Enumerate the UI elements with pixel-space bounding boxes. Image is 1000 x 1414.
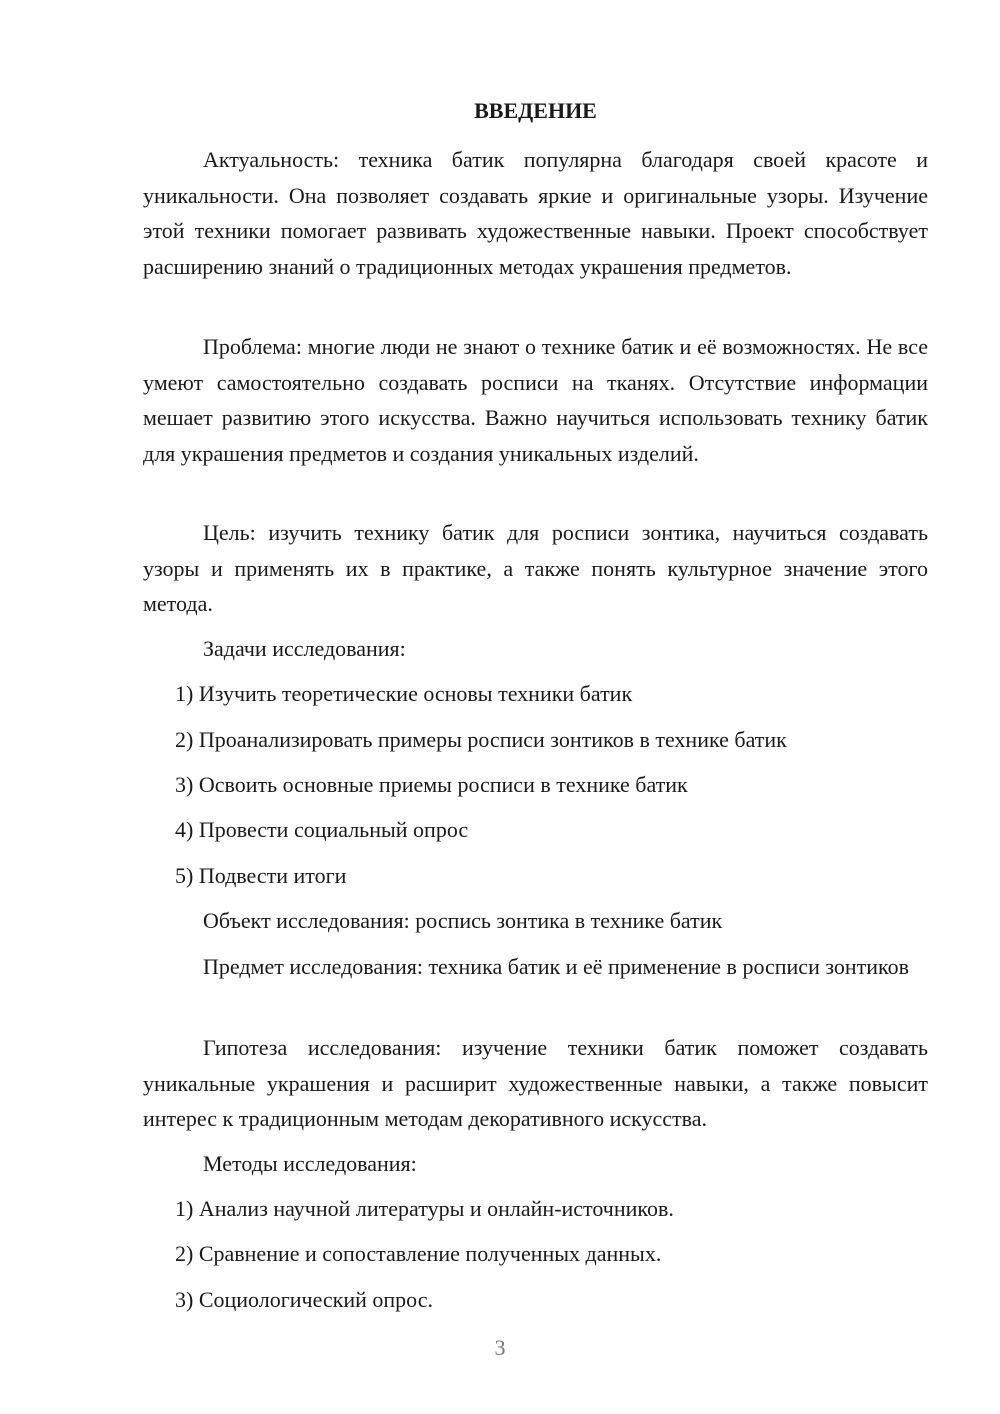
tasks-label: Задачи исследования: (203, 636, 406, 661)
subject-paragraph: Предмет исследования: техника батик и её применение в росписи зонтиков (203, 954, 910, 979)
task-item: 1) Изучить теоретические основы техники батик (175, 681, 633, 706)
task-item: 5) Подвести итоги (175, 863, 347, 888)
methods-label: Методы исследования: (203, 1151, 417, 1176)
hypothesis-paragraph: Гипотеза исследования: изучение техники батик поможет создавать уникальные украшения и расширит художественные навыки, а также повысит интерес к традиционным методам декоративного искусства. (143, 1035, 928, 1131)
method-item: 2) Сравнение и сопоставление полученных данных. (175, 1241, 662, 1266)
task-item: 4) Провести социальный опрос (175, 817, 469, 842)
task-item: 3) Освоить основные приемы росписи в технике батик (175, 772, 688, 797)
relevance-paragraph: Актуальность: техника батик популярна благодаря своей красоте и уникальности. Она позволяет создавать яркие и оригинальные узоры. Изучение этой техники помогает развивать художественные навыки. Проект способствует расширению знаний о традиционных методах украшения предметов. (143, 147, 928, 279)
problem-paragraph: Проблема: многие люди не знают о технике батик и её возможностях. Не все умеют самостоятельно создавать росписи на тканях. Отсутствие информации мешает развитию этого искусства. Важно научиться использовать технику батик для украшения предметов и создания уникальных изделий. (143, 334, 928, 466)
task-item: 2) Проанализировать примеры росписи зонтиков в технике батик (175, 727, 787, 752)
object-line: Объект исследования: роспись зонтика в технике батик (203, 908, 723, 933)
goal-paragraph: Цель: изучить технику батик для росписи зонтика, научиться создавать узоры и применять их в практике, а также понять культурное значение этого метода. (143, 520, 928, 616)
method-item: 1) Анализ научной литературы и онлайн-источников. (175, 1196, 674, 1221)
section-title: ВВЕДЕНИЕ (474, 98, 597, 123)
page-number: 3 (494, 1335, 506, 1360)
method-item: 3) Социологический опрос. (175, 1287, 433, 1312)
